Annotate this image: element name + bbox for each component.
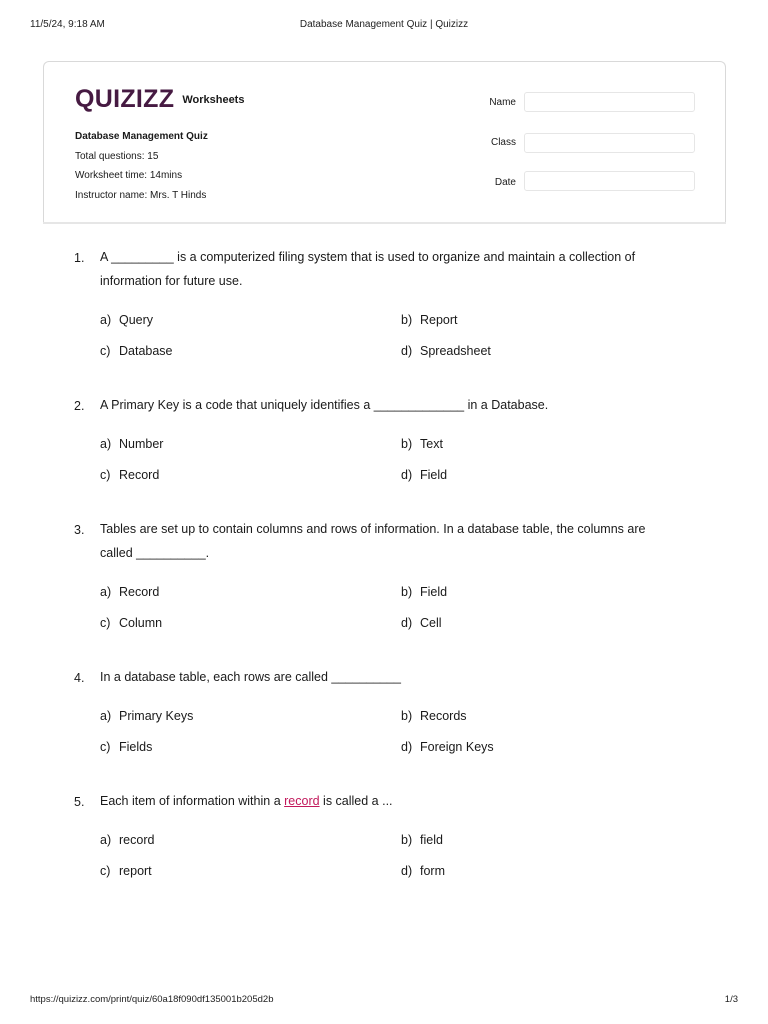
option-letter: d) (401, 864, 413, 878)
option-text: record (119, 833, 155, 847)
option-text: Records (420, 709, 467, 723)
instructor-name: Instructor name: Mrs. T Hinds (75, 189, 207, 201)
option-text: Foreign Keys (420, 740, 494, 754)
question-text (100, 246, 670, 293)
option-letter: a) (100, 437, 112, 451)
option-1b (401, 313, 458, 327)
option-letter: a) (100, 313, 112, 327)
question-text-line: A Primary Key is a code that uniquely identifies a _____________ in a Database. (100, 398, 549, 412)
option-text: Record (119, 468, 160, 482)
question-text-part: Each item of information within a (100, 794, 285, 808)
name-field[interactable] (524, 92, 695, 112)
option-4a (100, 709, 193, 723)
option-letter: b) (401, 833, 413, 847)
option-text: Fields (119, 740, 153, 754)
logo-subtitle: Worksheets (182, 93, 245, 106)
option-1c (100, 344, 173, 358)
date-label: Date (494, 177, 516, 188)
option-letter: b) (401, 585, 413, 599)
question-text-line: called __________. (100, 545, 210, 560)
option-text: Field (420, 468, 448, 482)
question-text-line: Tables are set up to contain columns and rows of information. In a database table, the columns are (100, 522, 646, 536)
option-text: Number (119, 437, 164, 451)
option-3b (401, 585, 447, 599)
option-letter: c) (100, 344, 111, 358)
worksheet-time: Worksheet time: 14mins (75, 170, 183, 181)
option-text: Cell (420, 616, 442, 630)
option-text: Query (119, 313, 154, 327)
option-2d (401, 468, 447, 482)
option-letter: a) (100, 585, 112, 599)
question-number: 2. (74, 399, 85, 413)
option-letter: b) (401, 437, 413, 451)
print-url: https://quizizz.com/print/quiz/60a18f090df135001b205d2b (30, 994, 274, 1005)
quiz-info (75, 127, 208, 205)
page-number: 1/3 (724, 994, 738, 1005)
option-text: Field (420, 585, 448, 599)
option-5c (100, 864, 152, 878)
option-letter: d) (401, 468, 413, 482)
total-questions: Total questions: 15 (75, 150, 159, 162)
option-5d (401, 864, 445, 878)
option-4b (401, 709, 467, 723)
option-text: Record (119, 585, 160, 599)
option-5b (401, 833, 443, 847)
option-text: form (420, 864, 445, 878)
option-2c (100, 468, 159, 482)
header-divider (43, 222, 726, 224)
option-text: Spreadsheet (420, 344, 491, 358)
record-link[interactable]: record (284, 794, 320, 808)
question-text (100, 394, 670, 418)
option-2b (401, 437, 443, 451)
question-text-line: A _________ is a computerized filing system that is used to organize and maintain a collection of (100, 250, 636, 264)
option-letter: a) (100, 833, 112, 847)
option-5a (100, 833, 154, 847)
question-text (100, 518, 670, 565)
print-page-title: Database Management Quiz | Quizizz (299, 19, 469, 30)
question-text-part: is called a ... (319, 794, 393, 808)
logo-wordmark: QUIZIZZ (75, 85, 175, 113)
option-letter: b) (401, 313, 413, 327)
question-number: 5. (74, 795, 85, 809)
question-text (100, 790, 670, 814)
option-letter: c) (100, 616, 111, 630)
option-text: report (119, 864, 152, 878)
option-text: Report (420, 313, 458, 327)
option-1d (401, 344, 491, 358)
option-letter: c) (100, 468, 111, 482)
option-letter: b) (401, 709, 413, 723)
option-text: Primary Keys (119, 709, 194, 723)
option-1a (100, 313, 153, 327)
option-3c (100, 616, 162, 630)
option-3a (100, 585, 159, 599)
class-field[interactable] (524, 133, 695, 153)
option-letter: d) (401, 344, 413, 358)
class-label: Class (490, 137, 516, 148)
option-letter: c) (100, 740, 111, 754)
option-2a (100, 437, 163, 451)
option-text: Column (119, 616, 163, 630)
option-3d (401, 616, 442, 630)
worksheet-header-card (43, 61, 726, 223)
question-number: 4. (74, 671, 85, 685)
question-text-line: In a database table, each rows are called __________ (100, 670, 401, 684)
name-label: Name (489, 97, 516, 108)
quiz-title: Database Management Quiz (75, 131, 208, 142)
option-text: Text (420, 437, 443, 451)
quizizz-logo (75, 85, 244, 114)
question-text (100, 666, 670, 690)
date-field[interactable] (524, 171, 695, 191)
print-datetime: 11/5/24, 9:18 AM (30, 19, 105, 30)
option-text: Database (119, 344, 173, 358)
option-letter: d) (401, 616, 413, 630)
question-text-line: information for future use. (100, 273, 243, 288)
option-4c (100, 740, 152, 754)
option-letter: a) (100, 709, 112, 723)
question-number: 1. (74, 251, 85, 265)
option-text: field (420, 833, 443, 847)
option-letter: c) (100, 864, 111, 878)
option-letter: d) (401, 740, 413, 754)
question-number: 3. (74, 523, 85, 537)
option-4d (401, 740, 494, 754)
